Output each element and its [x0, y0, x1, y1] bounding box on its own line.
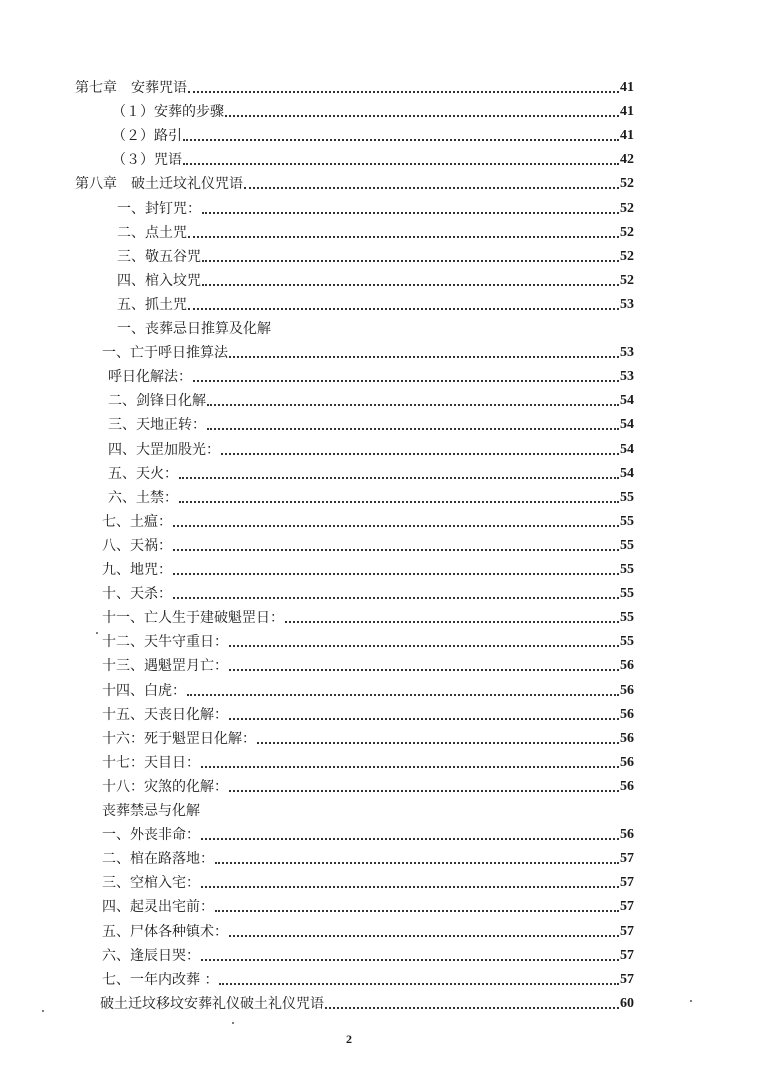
toc-entry-title: 十八：灾煞的化解：	[102, 778, 228, 795]
dot-leader	[257, 742, 619, 744]
toc-entry	[102, 870, 634, 892]
toc-entry-title: 七、一年内改葬 ：	[102, 971, 219, 988]
toc-entry-title: 二、点土咒	[117, 224, 187, 241]
toc-entry-page: 55	[620, 610, 634, 626]
toc-entry-title: （２）路引	[112, 128, 182, 145]
toc-entry-title: 呼日化解法：	[108, 369, 192, 386]
toc-entry	[102, 726, 634, 748]
dot-leader	[179, 501, 619, 503]
toc-entry-title: 五、天火：	[108, 465, 178, 482]
toc-entry-title: 二、剑锋日化解	[108, 393, 206, 410]
toc-chapter	[75, 75, 634, 97]
toc-entry	[102, 581, 634, 603]
dot-leader	[229, 790, 619, 792]
dot-leader	[229, 669, 619, 671]
toc-entry-title: 八、天祸：	[102, 537, 172, 554]
dot-leader	[173, 525, 619, 527]
toc-entry-title: 丧葬禁忌与化解	[102, 803, 200, 819]
toc-entry	[108, 388, 634, 410]
toc-entry-page: 41	[620, 104, 634, 120]
toc-entry-title: 三、天地正转：	[108, 417, 206, 434]
scan-speck	[690, 1000, 692, 1002]
toc-entry-page: 56	[620, 706, 634, 722]
toc-entry	[102, 943, 634, 965]
toc-entry	[102, 894, 634, 916]
toc-entry-page: 56	[620, 754, 634, 770]
toc-entry-page: 54	[620, 465, 634, 481]
toc-entry-page: 54	[620, 393, 634, 409]
toc-entry	[102, 678, 634, 700]
toc-entry-title: 四、棺入坟咒	[117, 272, 201, 289]
toc-entry	[102, 557, 634, 579]
toc-chapter	[75, 171, 634, 193]
toc-entry-title: 十四、白虎：	[102, 682, 186, 699]
toc-entry-page: 41	[620, 80, 634, 95]
toc-entry	[117, 244, 634, 266]
dot-leader	[202, 284, 619, 286]
toc-entry	[112, 123, 634, 145]
toc-entry-page: 53	[620, 369, 634, 385]
toc-entry	[102, 605, 634, 627]
toc-entry-title: 一、丧葬忌日推算及化解	[117, 321, 271, 337]
toc-entry-page: 57	[620, 851, 634, 867]
dot-leader	[229, 935, 619, 937]
toc-entry	[102, 919, 634, 941]
toc-entry-page: 42	[620, 152, 634, 168]
scan-speck	[96, 632, 98, 634]
toc-entry	[102, 846, 634, 868]
dot-leader	[215, 910, 619, 912]
dot-leader	[183, 163, 619, 165]
toc-entry	[102, 750, 634, 772]
toc-entry-title: 十一、亡人生于建破魁罡日：	[102, 610, 284, 627]
dot-leader	[187, 694, 619, 696]
toc-entry-page: 54	[620, 441, 634, 457]
toc-entry-title: 二、棺在路落地：	[102, 851, 214, 868]
dot-leader	[201, 766, 619, 768]
toc-entry-page: 55	[620, 634, 634, 650]
scan-speck	[42, 1010, 44, 1012]
dot-leader	[219, 983, 619, 985]
toc-entry-page: 41	[620, 128, 634, 144]
toc-entry-title: 十七：天目日：	[102, 754, 200, 771]
dot-leader	[207, 428, 619, 430]
toc-entry-page: 55	[620, 586, 634, 602]
toc-entry	[100, 991, 634, 1013]
toc-entry-page: 55	[620, 562, 634, 577]
dot-leader	[201, 959, 619, 961]
toc-entry-page: 60	[620, 995, 634, 1011]
dot-leader	[229, 356, 619, 358]
toc-entry	[117, 220, 634, 242]
dot-leader	[202, 260, 619, 262]
toc-entry	[108, 364, 634, 386]
toc-entry	[102, 774, 634, 796]
dot-leader	[229, 645, 619, 647]
toc-entry-page: 56	[620, 658, 634, 674]
toc-entry	[108, 412, 634, 434]
toc-entry	[102, 967, 634, 989]
toc-entry-page: 55	[620, 537, 634, 553]
dot-leader	[325, 1007, 619, 1009]
toc-entry	[102, 822, 634, 844]
dot-leader	[215, 862, 619, 864]
toc-entry	[102, 653, 634, 675]
toc-entry-title: 破土迁坟移坟安葬礼仪破土礼仪咒语	[100, 995, 324, 1012]
toc-entry-title: 第八章 破土迁坟礼仪咒语	[75, 176, 243, 193]
toc-entry	[102, 533, 634, 555]
toc-entry-page: 56	[620, 682, 634, 698]
toc-entry-title: （３）咒语	[112, 152, 182, 169]
toc-entry-page: 52	[620, 248, 634, 264]
dot-leader	[179, 477, 619, 479]
toc-entry-title: 三、空棺入宅：	[102, 875, 200, 892]
dot-leader	[285, 621, 619, 623]
dot-leader	[201, 838, 619, 840]
toc-entry-page: 53	[620, 296, 634, 312]
dot-leader	[201, 886, 619, 888]
toc-entry	[102, 798, 634, 820]
dot-leader	[202, 212, 619, 214]
toc-entry	[112, 147, 634, 169]
toc-entry-title: 一、外丧非命：	[102, 827, 200, 844]
toc-entry-page: 55	[620, 513, 634, 529]
toc-entry-title: 九、地咒：	[102, 562, 172, 578]
toc-entry-title: 十三、遇魁罡月亡：	[102, 658, 228, 675]
toc-entry-page: 57	[620, 899, 634, 915]
toc-entry-page: 53	[620, 345, 634, 361]
toc-entry	[102, 702, 634, 724]
dot-leader	[207, 404, 619, 406]
dot-leader	[188, 236, 619, 238]
dot-leader	[244, 187, 619, 189]
toc-entry-title: 四、大罡加股光：	[108, 441, 220, 458]
toc-entry-page: 57	[620, 875, 634, 891]
dot-leader	[188, 91, 619, 93]
toc-entry	[102, 509, 634, 531]
dot-leader	[193, 380, 619, 382]
toc-entry-page: 52	[620, 176, 634, 192]
toc-entry-title: 第七章 安葬咒语	[75, 80, 187, 96]
page-number: 2	[346, 1032, 352, 1046]
toc-entry-title: 一、亡于呼日推算法	[102, 345, 228, 362]
toc-entry	[102, 340, 634, 362]
dot-leader	[188, 308, 619, 310]
toc-entry-page: 57	[620, 947, 634, 963]
toc-entry	[108, 461, 634, 483]
toc-entry-page: 54	[620, 417, 634, 433]
toc-entry-page: 52	[620, 200, 634, 216]
toc-entry	[108, 485, 634, 507]
toc-entry	[102, 629, 634, 651]
toc-entry-title: 五、尸体各种镇术：	[102, 923, 228, 940]
toc-entry-title: 四、起灵出宅前：	[102, 899, 214, 916]
dot-leader	[221, 453, 619, 455]
toc-entry	[117, 316, 634, 338]
toc-entry-title: 三、敬五谷咒	[117, 248, 201, 265]
toc-entry	[108, 437, 634, 459]
toc-entry-page: 55	[620, 489, 634, 505]
toc-entry	[112, 99, 634, 121]
toc-entry-title: 一、封钉咒：	[117, 200, 201, 217]
toc-entry-title: 六、土禁：	[108, 489, 178, 506]
dot-leader	[229, 718, 619, 720]
toc-entry-title: （１）安葬的步骤	[112, 104, 224, 121]
toc-entry-page: 57	[620, 923, 634, 939]
toc-entry-title: 五、抓土咒	[117, 296, 187, 313]
toc-entry-title: 七、土瘟：	[102, 513, 172, 530]
toc-entry	[117, 268, 634, 290]
toc-entry	[117, 196, 634, 218]
dot-leader	[173, 549, 619, 551]
toc-entry-page: 56	[620, 730, 634, 746]
toc-entry-page: 52	[620, 272, 634, 288]
toc-entry-page: 56	[620, 778, 634, 794]
toc-entry-page: 57	[620, 971, 634, 987]
toc-entry-title: 十二、天牛守重日：	[102, 634, 228, 651]
dot-leader	[173, 573, 619, 575]
toc-entry-title: 十六：死于魁罡日化解：	[102, 730, 256, 747]
toc-entry-title: 十五、天丧日化解：	[102, 706, 228, 723]
dot-leader	[173, 597, 619, 599]
toc-entry-title: 十、天杀：	[102, 586, 172, 603]
dot-leader	[183, 139, 619, 141]
toc-entry	[117, 292, 634, 314]
toc-entry-page: 56	[620, 827, 634, 843]
toc-entry-title: 六、逢辰日哭：	[102, 947, 200, 964]
dot-leader	[225, 115, 619, 117]
scan-speck	[232, 1022, 234, 1024]
toc-entry-page: 52	[620, 224, 634, 240]
